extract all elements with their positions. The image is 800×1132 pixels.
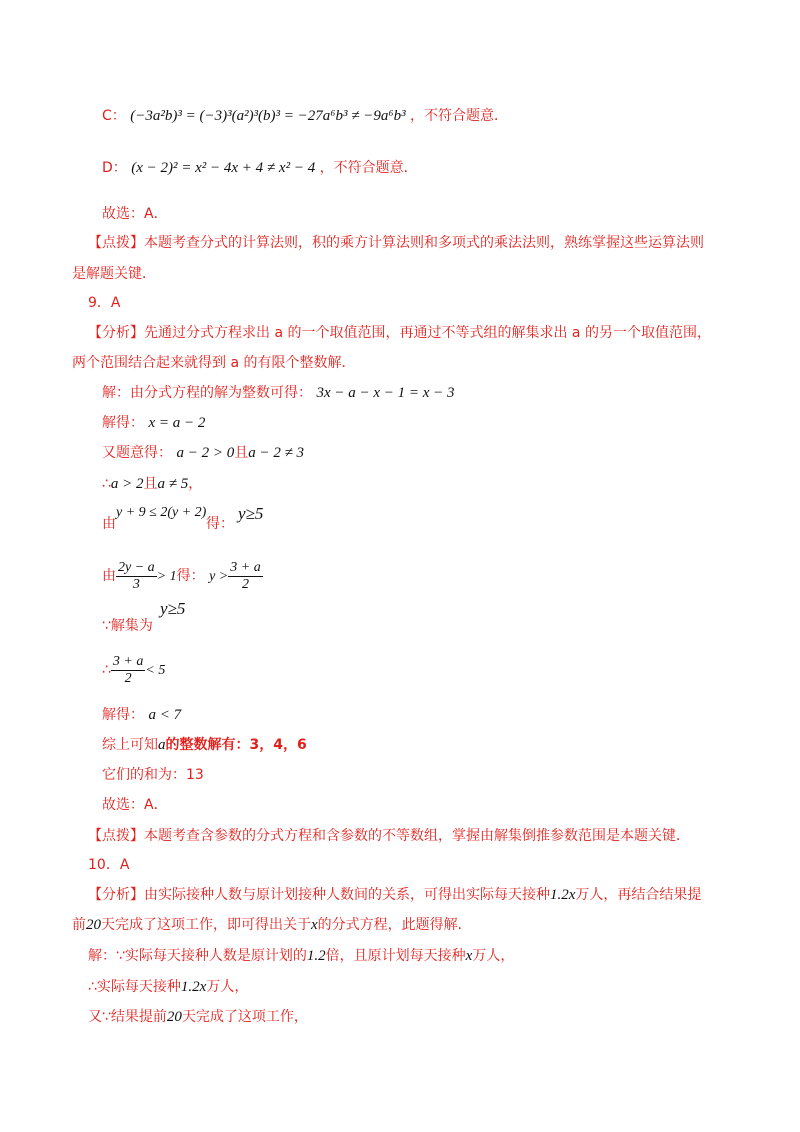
option-c-tail: ，不符合题意． [410, 108, 509, 124]
q9-step10-a: 综上可知 [102, 737, 158, 753]
q10-step1: 解：∵实际每天接种人数是原计划的1.2倍，且原计划每天接种x万人， [88, 948, 515, 964]
q8-note-line1: 【点拨】本题考查分式的计算法则，积的乘方计算法则和多项式的乘法法则，熟练掌握这些运算法则 [88, 235, 704, 251]
q9-step9-text: 解得： [102, 707, 144, 723]
q9-step5-get: 得： [206, 516, 234, 532]
option-d-formula: (x − 2)² = x² − 4x + 4 ≠ x² − 4 [131, 160, 316, 176]
q9-step5-from: 由 [102, 516, 116, 532]
option-c-formula: (−3a²b)³ = (−3)³(a²)³(b)³ = −27a⁶b³ ≠ −9a⁶b³ [130, 108, 406, 124]
q10-step2-rate: 1.2x [180, 979, 207, 995]
q9-step10-b: 的整数解有：3，4，6 [165, 737, 307, 753]
option-d-line [102, 158, 418, 178]
q9-step4-comma: ， [188, 476, 203, 492]
q9-step11: 它们的和为：13 [102, 767, 204, 783]
q9-step6-res-fraction: $\frac{3 + a}{2}$ [230, 559, 261, 592]
q8-answer: 故选：A． [102, 206, 168, 222]
q9-step1 [102, 383, 455, 403]
option-d-label: D： [102, 160, 127, 176]
q9-step10-var: a [158, 737, 166, 753]
q9-step6-from: 由 [102, 568, 116, 584]
q9-step7-text: ∵解集为 [102, 618, 153, 634]
q9-analysis-line2: 两个范围结合起来就得到 a 的有限个整数解． [72, 355, 356, 371]
q9-analysis-line1: 【分析】先通过分式方程求出 a 的一个取值范围，再通过不等式组的解集求出 a 的另一个取值范围， [88, 325, 711, 341]
q9-step8-fraction: $\frac{3 + a}{2}$ [112, 653, 144, 686]
q9-step5-math: y + 9 ≤ 2(y + 2) [116, 505, 207, 520]
q9-step5-result: y≥5 [238, 504, 264, 523]
q10-analysis-days: 20 [86, 917, 101, 933]
q9-step6-fraction: $\frac{2y - a}{3}$ [118, 559, 155, 592]
q9-step6-get: 得： [176, 568, 205, 584]
q9-step3-math2: a − 2 ≠ 3 [248, 445, 305, 461]
q10-title: 10．A [88, 857, 130, 873]
q9-step6-res-lhs: y > [209, 569, 229, 584]
q9-step3 [102, 443, 304, 463]
q9-step2 [102, 413, 205, 433]
option-c-line [102, 106, 508, 126]
q10-analysis-var: x [311, 917, 318, 933]
q9-step4 [102, 474, 202, 494]
q10-step1-var: x [465, 948, 473, 964]
q9-step4-math2: a ≠ 5 [157, 476, 189, 492]
q9-step4-and: 且 [143, 476, 158, 492]
q9-step2-math: x = a − 2 [148, 415, 206, 431]
option-d-tail: ，不符合题意． [319, 160, 418, 176]
q9-step3-math1: a − 2 > 0 [176, 445, 235, 461]
q9-step6 [102, 556, 263, 597]
q9-step2-text: 解得： [102, 415, 144, 431]
q9-step9 [102, 705, 181, 725]
q9-step8-therefore: ∴ [102, 662, 111, 678]
q9-step7-math: y≥5 [160, 599, 186, 618]
q9-step4-therefore: ∴ [102, 476, 111, 492]
q10-step2: ∴实际每天接种1.2x万人， [88, 979, 249, 995]
q10-analysis-line2: 前20天完成了这项工作，即可得出关于x的分式方程，此题得解． [72, 917, 472, 933]
q8-note-line2: 是解题关键． [72, 266, 156, 282]
q9-step8 [102, 650, 165, 691]
q9-step1-math: 3x − a − x − 1 = x − 3 [316, 385, 455, 401]
q10-step3-days: 20 [166, 1009, 182, 1025]
q10-analysis-line1: 【分析】由实际接种人数与原计划接种人数间的关系，可得出实际每天接种1.2x万人，再结合结果提 [88, 887, 702, 903]
option-c-label: C： [102, 108, 126, 124]
q10-analysis-rate: 1.2x [550, 887, 576, 903]
q9-note: 【点拨】本题考查含参数的分式方程和含参数的不等数组，掌握由解集倒推参数范围是本题关键． [88, 828, 690, 844]
q10-step1-ratio: 1.2 [306, 948, 326, 964]
q10-step3: 又∵结果提前20天完成了这项工作， [88, 1009, 308, 1025]
q9-step1-text: 解：由分式方程的解为整数可得： [102, 385, 312, 401]
q9-step10 [102, 735, 307, 755]
q9-step4-math1: a > 2 [110, 476, 144, 492]
q9-answer: 故选：A． [102, 797, 168, 813]
q9-step3-and: 且 [234, 445, 249, 461]
q9-step3-text: 又题意得： [102, 445, 172, 461]
q9-step9-math: a < 7 [148, 707, 182, 723]
q9-step8-rel: < 5 [145, 663, 166, 678]
q9-step6-rel: > 1 [156, 569, 177, 584]
q9-title: 9．A [88, 295, 121, 311]
